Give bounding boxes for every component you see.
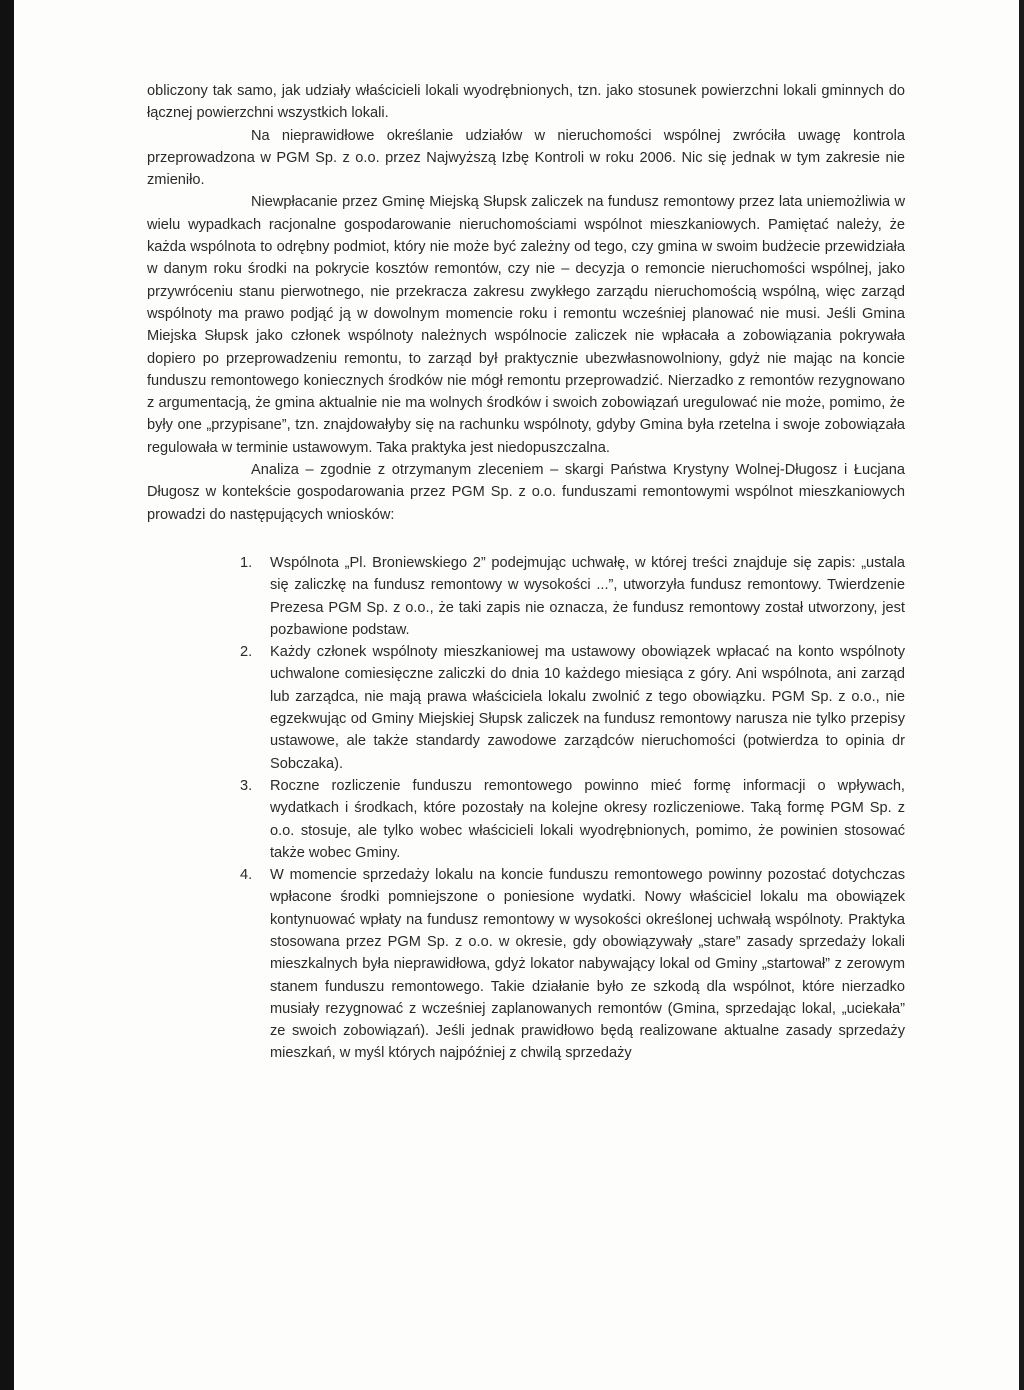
list-item-text: Wspólnota „Pl. Broniewskiego 2” podejmując uchwałę, w której treści znajduje się zapis: „ustala się zaliczkę na fundusz remontowy w wysokości ...”, utworzyła fundusz remontowy. Twierdzenie Prezesa PGM Sp. z o.o., że taki zapis nie oznacza, że fundusz remontowy został utworzony, jest pozbawione podstaw. bbox=[270, 554, 905, 638]
conclusions-list bbox=[147, 552, 905, 1065]
list-item-number: 1. bbox=[240, 554, 253, 571]
document-body bbox=[147, 80, 905, 1065]
list-item-text: Roczne rozliczenie funduszu remontowego powinno mieć formę informacji o wpływach, wydatkach i środkach, które pozostały na kolejne okresy rozliczeniowe. Taką formę PGM Sp. z o.o. stosuje, ale tylko wobec właścicieli lokali wyodrębnionych, pomimo, że powinien stosować także wobec Gminy. bbox=[270, 777, 905, 861]
list-item-number: 2. bbox=[240, 644, 253, 661]
paragraph-4: Analiza – zgodnie z otrzymanym zleceniem – skargi Państwa Krystyny Wolnej-Długosz i Łucjana Długosz w kontekście gospodarowania przez PGM Sp. z o.o. funduszami remontowymi wspólnot mieszkaniowych prowadzi do następujących wniosków: bbox=[147, 462, 905, 523]
list-item bbox=[147, 552, 905, 641]
document-page bbox=[14, 0, 1019, 1390]
list-item-number: 3. bbox=[240, 777, 253, 794]
scan-right-border bbox=[1019, 0, 1024, 1390]
paragraph-3: Niewpłacanie przez Gminę Miejską Słupsk zaliczek na fundusz remontowy przez lata uniemożliwia w wielu wypadkach racjonalne gospodarowanie nieruchomościami wspólnot mieszkaniowych. Pamiętać należy, że każda wspólnota to odrębny podmiot, który nie może być zależny od tego, czy gmina w swoim budżecie przewidziała w danym roku środki na pokrycie kosztów remontów, czy nie – decyzja o remoncie nieruchomości wspólnej, jako przywróceniu stanu pierwotnego, nie przekracza zakresu zwykłego zarządu nieruchomością wspólną, więc zarząd wspólnoty ma prawo podjąć ją w dowolnym momencie roku i remontu wcześniej planować nie musi. Jeśli Gmina Miejska Słupsk jako członek wspólnoty należnych wspólnocie zaliczek nie wpłacała a zobowiązania pokrywała dopiero po przeprowadzeniu remontu, to zarząd był praktycznie ubezwłasnowolniony, gdyż nie mając na koncie funduszu remontowego koniecznych środków nie mógł remontu przeprowadzić. Nierzadko z remontów rezygnowano z argumentacją, że gmina aktualnie nie ma wolnych środków i swoich zobowiązań uregulować nie może, pomimo, że były one „przypisane”, tzn. znajdowałyby się na rachunku wspólnoty, gdyby Gmina była rzetelna i swoje zobowiązała regulowała w terminie ustawowym. Taka praktyka jest niedopuszczalna. bbox=[147, 194, 905, 456]
paragraph-2: Na nieprawidłowe określanie udziałów w nieruchomości wspólnej zwróciła uwagę kontrola przeprowadzona w PGM Sp. z o.o. przez Najwyższą Izbę Kontroli w roku 2006. Nic się jednak w tym zakresie nie zmieniło. bbox=[147, 127, 905, 189]
list-item-text: W momencie sprzedaży lokalu na koncie funduszu remontowego powinny pozostać dotychczas wpłacone środki pomniejszone o poniesione wydatki. Nowy właściciel lokalu ma obowiązek kontynuować wpłaty na fundusz remontowy w wysokości określonej uchwałą wspólnoty. Praktyka stosowana przez PGM Sp. z o.o. w okresie, gdy obowiązywały „stare” zasady sprzedaży lokali mieszkalnych była nieprawidłowa, gdyż lokator nabywający lokal od Gminy „startował” z zerowym stanem funduszu remontowego. Takie działanie było ze szkodą dla wspólnot, które nierzadko musiały rezygnować z wcześniej zaplanowanych remontów (Gmina, sprzedając lokal, „uciekała” ze swoich zobowiązań). Jeśli jednak prawidłowo będą realizowane aktualne zasady sprzedaży mieszkań, w myśl których najpóźniej z chwilą sprzedaży bbox=[270, 867, 905, 1062]
list-item-number: 4. bbox=[240, 867, 253, 884]
list-item bbox=[147, 864, 905, 1065]
list-item bbox=[147, 641, 905, 775]
list-item bbox=[147, 775, 905, 864]
scan-left-border bbox=[0, 0, 14, 1390]
list-item-text: Każdy członek wspólnoty mieszkaniowej ma ustawowy obowiązek wpłacać na konto wspólnoty uchwalone comiesięczne zaliczki do dnia 10 każdego miesiąca z góry. Ani wspólnota, ani zarząd lub zarządca, nie mają prawa właściciela lokalu zwolnić z tego obowiązku. PGM Sp. z o.o., nie egzekwując od Gminy Miejskiej Słupsk zaliczek na fundusz remontowy narusza nie tylko przepisy ustawowe, ale także standardy zawodowe zarządców nieruchomości (potwierdza to opinia dr Sobczaka). bbox=[270, 644, 905, 772]
paragraph-1: obliczony tak samo, jak udziały właścicieli lokali wyodrębnionych, tzn. jako stosunek powierzchni lokali gminnych do łącznej powierzchni wszystkich lokali. bbox=[147, 83, 905, 122]
